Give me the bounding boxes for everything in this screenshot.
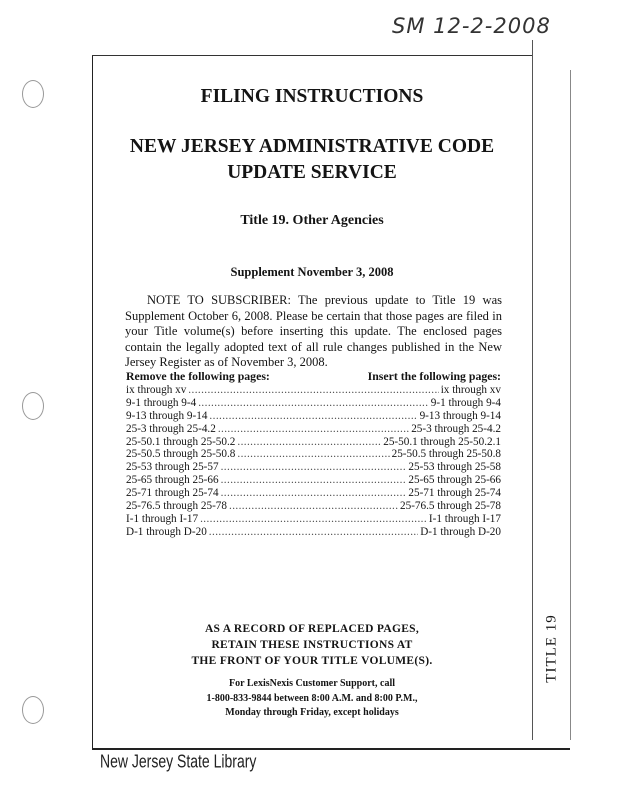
dot-leader	[229, 500, 398, 513]
insert-pages: 25-71 through 25-74	[408, 487, 501, 500]
remove-pages: 25-76.5 through 25-78	[126, 500, 227, 513]
pages-table-body	[126, 384, 501, 539]
tab-outer-edge	[570, 70, 571, 740]
insert-pages: 25-53 through 25-58	[408, 461, 501, 474]
table-row	[126, 410, 501, 423]
table-row	[126, 474, 501, 487]
insert-pages: 25-65 through 25-66	[408, 474, 501, 487]
dot-leader	[209, 526, 418, 539]
code-title	[92, 134, 532, 186]
punch-hole-middle	[22, 392, 44, 420]
table-row	[126, 448, 501, 461]
remove-pages: 25-50.5 through 25-50.8	[126, 448, 236, 461]
dot-leader	[237, 436, 381, 449]
table-row	[126, 513, 501, 526]
table-row	[126, 526, 501, 539]
page-title: FILING INSTRUCTIONS	[200, 86, 424, 107]
remove-header: Remove the following pages:	[126, 369, 270, 383]
record-line3: THE FRONT OF YOUR TITLE VOLUME(S).	[191, 655, 433, 667]
pages-table	[126, 370, 501, 539]
table-row	[126, 397, 501, 410]
record-line1: AS A RECORD OF REPLACED PAGES,	[204, 623, 420, 635]
remove-pages: I-1 through I-17	[126, 512, 199, 525]
insert-pages: 9-13 through 9-14	[419, 409, 501, 422]
dot-leader	[221, 487, 407, 500]
pages-table-header	[126, 370, 501, 383]
support-line1: For LexisNexis Customer Support, call	[228, 678, 395, 689]
insert-pages: 25-50.5 through 25-50.8	[391, 448, 501, 461]
remove-pages: 9-13 through 9-14	[126, 409, 208, 422]
customer-support	[92, 677, 532, 721]
table-row	[126, 423, 501, 436]
dot-leader	[218, 423, 409, 436]
insert-pages: 25-76.5 through 25-78	[400, 500, 501, 513]
table-row	[126, 500, 501, 513]
table-row	[126, 487, 501, 500]
code-title-line2: UPDATE SERVICE	[227, 162, 397, 183]
insert-pages: 25-3 through 25-4.2	[411, 422, 501, 435]
insert-pages: ix through xv	[440, 383, 501, 396]
remove-pages: 25-65 through 25-66	[126, 474, 219, 487]
dot-leader	[209, 410, 417, 423]
dot-leader	[237, 448, 389, 461]
punch-hole-bottom	[22, 696, 44, 724]
sheet-top-edge	[92, 55, 532, 56]
remove-pages: ix through xv	[126, 383, 187, 396]
tab-divider-edge	[532, 40, 533, 740]
dot-leader	[198, 397, 429, 410]
subscriber-note: NOTE TO SUBSCRIBER: The previous update to Title 19 was Supplement October 6, 2008. Please be certain that those pages are filed in your Title volume(s) before inserting this update. The enclosed pages contain the legally adopted text of all rule changes published in the New Jersey Register as of November 3, 2008.	[125, 293, 502, 369]
remove-pages: 25-53 through 25-57	[126, 461, 219, 474]
record-notice	[92, 621, 532, 669]
table-row	[126, 436, 501, 449]
table-row	[126, 384, 501, 397]
insert-header: Insert the following pages:	[367, 369, 501, 383]
handwritten-annotation: SM 12-2-2008	[392, 14, 551, 38]
title-tab-label: TITLE 19	[543, 614, 560, 683]
title-number: Title 19. Other Agencies	[240, 213, 384, 228]
punch-hole-top	[22, 80, 44, 108]
dot-leader	[221, 461, 407, 474]
code-title-line1: NEW JERSEY ADMINISTRATIVE CODE	[129, 136, 495, 157]
record-line2: RETAIN THESE INSTRUCTIONS AT	[211, 639, 413, 651]
dot-leader	[200, 513, 427, 526]
remove-pages: 25-50.1 through 25-50.2	[126, 435, 236, 448]
support-line2: 1-800-833-9844 between 8:00 A.M. and 8:00 P.M.,	[206, 692, 418, 704]
library-stamp: New Jersey State Library	[100, 750, 257, 772]
dot-leader	[221, 474, 407, 487]
support-line3: Monday through Friday, except holidays	[225, 707, 399, 718]
insert-pages: D-1 through D-20	[420, 525, 501, 538]
insert-pages: I-1 through I-17	[428, 512, 501, 525]
dot-leader	[188, 384, 438, 397]
insert-pages: 9-1 through 9-4	[430, 396, 501, 409]
remove-pages: D-1 through D-20	[126, 525, 207, 538]
table-row	[126, 461, 501, 474]
remove-pages: 25-71 through 25-74	[126, 487, 219, 500]
supplement-date: Supplement November 3, 2008	[230, 265, 394, 279]
remove-pages: 25-3 through 25-4.2	[126, 422, 216, 435]
insert-pages: 25-50.1 through 25-50.2.1	[383, 435, 501, 448]
remove-pages: 9-1 through 9-4	[126, 396, 197, 409]
